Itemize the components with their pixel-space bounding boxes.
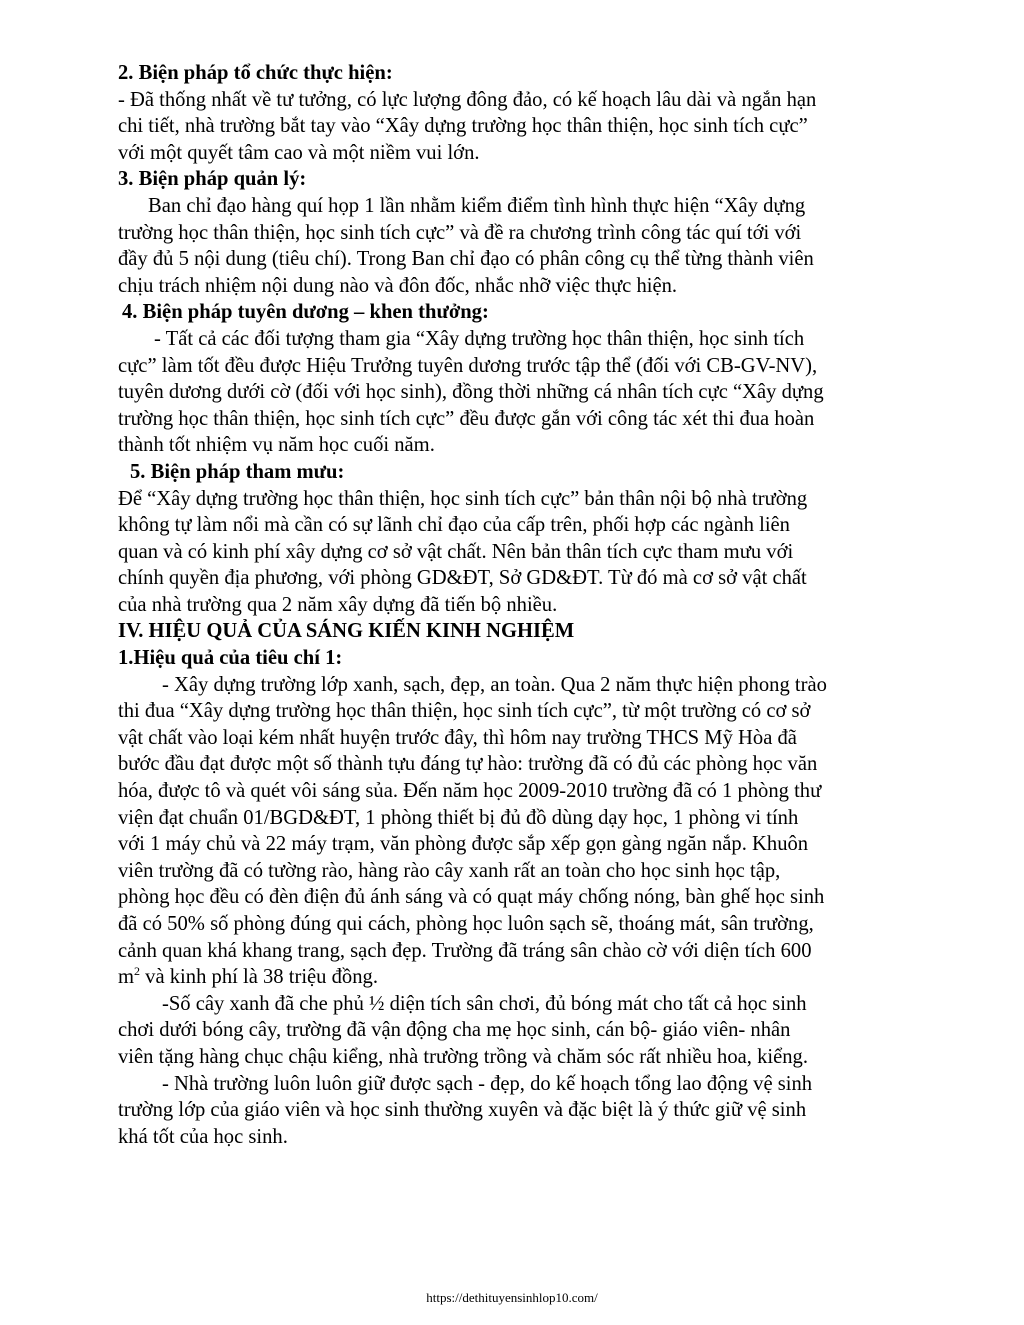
paragraph-line (118, 539, 928, 566)
line-text: với 1 máy chủ và 22 máy trạm, văn phòng được sắp xếp gọn gàng ngăn nắp. Khuôn (118, 833, 809, 856)
line-text: 2. Biện pháp tổ chức thực hiện: (118, 62, 393, 84)
paragraph-line (118, 991, 928, 1018)
line-text: trường học thân thiện, học sinh tích cực” đều được gắn với công tác xét thi đua hoàn (118, 407, 815, 430)
line-text: cảnh quan khá khang trang, sạch đẹp. Trường đã tráng sân chào cờ với diện tích 600 (118, 939, 812, 962)
section-heading (118, 618, 928, 645)
line-text: không tự làm nổi mà cần có sự lãnh chỉ đạo của cấp trên, phối hợp các ngành liên (118, 514, 790, 537)
paragraph-line (118, 831, 928, 858)
paragraph-line (118, 220, 928, 247)
paragraph-line (118, 805, 928, 832)
line-text: Ban chỉ đạo hàng quí họp 1 lần nhằm kiểm điểm tình hình thực hiện “Xây dựng (148, 194, 806, 217)
paragraph-line (118, 1071, 928, 1098)
paragraph-line (118, 406, 928, 433)
line-text: với một quyết tâm cao và một niềm vui lớn. (118, 141, 480, 164)
line-text: bước đầu đạt được một số thành tựu đáng tự hào: trường đã có đủ các phòng học văn (118, 753, 818, 776)
footer-url[interactable]: https://dethituyensinhlop10.com/ (426, 1290, 598, 1305)
line-text: -Số cây xanh đã che phủ ½ diện tích sân chơi, đủ bóng mát cho tất cả học sinh (162, 992, 807, 1015)
paragraph-line (118, 884, 928, 911)
line-text: 4. Biện pháp tuyên dương – khen thưởng: (122, 301, 489, 324)
paragraph-line (118, 751, 928, 778)
line-text: khá tốt của học sinh. (118, 1125, 288, 1148)
paragraph-line (118, 725, 928, 752)
line-text: m (118, 966, 135, 989)
line-text: đã có 50% số phòng đúng qui cách, phòng học luôn sạch sẽ, thoáng mát, sân trường, (118, 913, 814, 935)
line-text: trường học thân thiện, học sinh tích cực” và đề ra chương trình công tác quí tới với (118, 221, 802, 244)
line-text: viên tặng hàng chục chậu kiểng, nhà trường trồng và chăm sóc rất nhiều hoa, kiểng. (118, 1045, 808, 1068)
paragraph-line (118, 273, 928, 300)
paragraph-line (118, 672, 928, 699)
line-text: hóa, được tô và quét vôi sáng sủa. Đến năm học 2009-2010 trường đã có 1 phòng thư (118, 780, 822, 803)
paragraph-line (118, 911, 928, 938)
line-text: - Đã thống nhất về tư tưởng, có lực lượng đông đảo, có kế hoạch lâu dài và ngắn hạn (118, 88, 817, 111)
paragraph-line (118, 140, 928, 167)
line-text: - Tất cả các đối tượng tham gia “Xây dựng trường học thân thiện, học sinh tích (154, 327, 805, 350)
line-text: 1.Hiệu quả của tiêu chí 1: (118, 647, 343, 670)
line-text: 5. Biện pháp tham mưu: (130, 460, 345, 483)
line-text: đầy đủ 5 nội dung (tiêu chí). Trong Ban chỉ đạo có phân công cụ thể từng thành viên (118, 248, 814, 271)
paragraph-line (118, 87, 928, 114)
paragraph-line (118, 858, 928, 885)
section-heading (118, 299, 928, 326)
paragraph-line (118, 246, 928, 273)
paragraph-line (118, 379, 928, 406)
line-text: quan và có kinh phí xây dựng cơ sở vật chất. Nên bản thân tích cực tham mưu với (118, 540, 794, 563)
line-text: viên trường đã có tường rào, hàng rào cây xanh rất an toàn cho học sinh học tập, (118, 859, 781, 882)
line-text: - Nhà trường luôn luôn giữ được sạch - đẹp, do kế hoạch tổng lao động vệ sinh (162, 1072, 813, 1095)
line-text: - Xây dựng trường lớp xanh, sạch, đẹp, an toàn. Qua 2 năm thực hiện phong trào (162, 673, 827, 696)
paragraph-line (118, 964, 928, 991)
line-text: Để “Xây dựng trường học thân thiện, học sinh tích cực” bản thân nội bộ nhà trường (118, 487, 808, 510)
paragraph-line (118, 432, 928, 459)
paragraph-line (118, 113, 928, 140)
section-heading (118, 645, 928, 672)
paragraph-line (118, 592, 928, 619)
line-text: chính quyền địa phương, với phòng GD&ĐT, Sở GD&ĐT. Từ đó mà cơ sở vật chất (118, 567, 807, 590)
paragraph-line (118, 1017, 928, 1044)
paragraph-line (118, 326, 928, 353)
paragraph-line (118, 353, 928, 380)
line-text: phòng học đều có đèn điện đủ ánh sáng và có quạt máy chống nóng, bàn ghế học sinh (118, 886, 825, 909)
paragraph-line (118, 1124, 928, 1151)
paragraph-line (118, 193, 928, 220)
paragraph-line (118, 486, 928, 513)
line-text: thi đua “Xây dựng trường học thân thiện, học sinh tích cực”, từ một trường có cơ sở (118, 700, 811, 723)
paragraph-line (118, 698, 928, 725)
document-body (118, 60, 928, 1150)
line-text: tuyên dương dưới cờ (đối với học sinh), đồng thời những cá nhân tích cực “Xây dựng (118, 381, 824, 404)
line-text: chơi dưới bóng cây, trường đã vận động cha mẹ học sinh, cán bộ- giáo viên- nhân (118, 1019, 791, 1042)
line-text: của nhà trường qua 2 năm xây dựng đã tiến bộ nhiều. (118, 593, 558, 616)
paragraph-line (118, 1044, 928, 1071)
section-heading (118, 166, 928, 193)
line-text: thành tốt nhiệm vụ năm học cuối năm. (118, 434, 435, 457)
paragraph-line (118, 778, 928, 805)
line-text: viện đạt chuẩn 01/BGD&ĐT, 1 phòng thiết bị đủ đồ dùng dạy học, 1 phòng vi tính (118, 806, 799, 829)
line-text: cực” làm tốt đều được Hiệu Trưởng tuyên dương trước tập thể (đối với CB-GV-NV), (118, 354, 818, 377)
line-text: 3. Biện pháp quản lý: (118, 168, 307, 191)
line-text: IV. HIỆU QUẢ CỦA SÁNG KIẾN KINH NGHIỆM (118, 620, 575, 643)
line-text: vật chất vào loại kém nhất huyện trước đây, thì hôm nay trường THCS Mỹ Hòa đã (118, 726, 797, 749)
section-heading (118, 60, 928, 87)
line-text-rest: và kinh phí là 38 triệu đồng. (140, 966, 378, 989)
paragraph-line (118, 938, 928, 965)
superscript: 2 (134, 964, 141, 979)
line-text: trường lớp của giáo viên và học sinh thường xuyên và đặc biệt là ý thức giữ vệ sinh (118, 1099, 807, 1122)
paragraph-line (118, 565, 928, 592)
line-text: chịu trách nhiệm nội dung nào và đôn đốc, nhắc nhỡ việc thực hiện. (118, 274, 678, 297)
section-heading (118, 459, 928, 486)
paragraph-line (118, 512, 928, 539)
paragraph-line (118, 1097, 928, 1124)
line-text: chi tiết, nhà trường bắt tay vào “Xây dựng trường học thân thiện, học sinh tích cực” (118, 115, 808, 138)
